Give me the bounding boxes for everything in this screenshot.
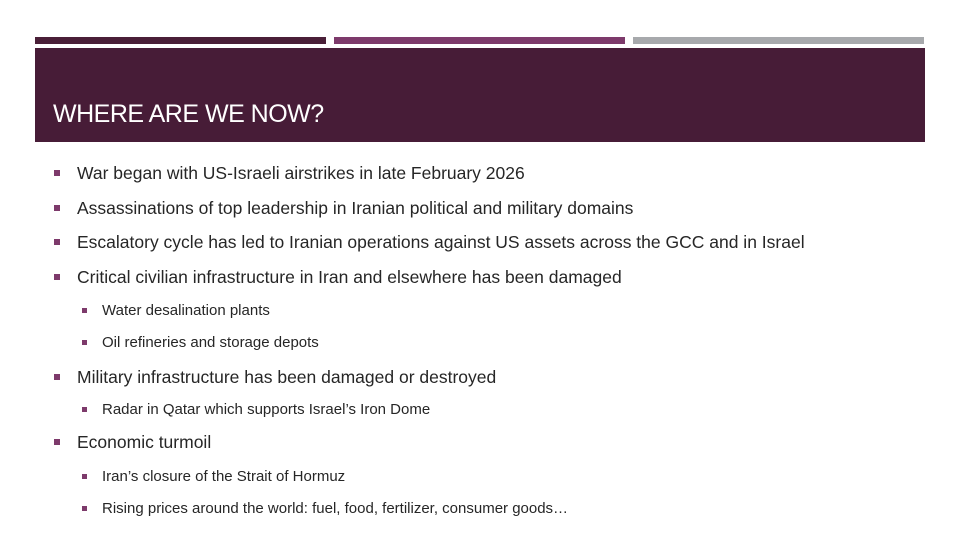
bullet-text: Iran’s closure of the Strait of Hormuz (102, 467, 346, 485)
bullet-text: Escalatory cycle has led to Iranian operations against US assets across the GCC and in Israel (77, 231, 805, 252)
bullet-marker-icon (54, 274, 60, 280)
bullet-marker-icon (82, 308, 87, 313)
bullet-marker-icon (54, 439, 60, 445)
bullet-text: Water desalination plants (102, 301, 270, 319)
bullet-text: Economic turmoil (77, 431, 212, 452)
bullet-text: Critical civilian infrastructure in Iran and elsewhere has been damaged (77, 266, 622, 287)
sub-bullet-item (0, 298, 270, 322)
bullet-item (0, 365, 496, 389)
bullet-item (0, 161, 525, 185)
bullet-text: Radar in Qatar which supports Israel’s Iron Dome (102, 400, 431, 418)
bullet-marker-icon (82, 506, 87, 511)
bullet-marker-icon (54, 239, 60, 245)
sub-bullet-item (0, 330, 319, 354)
bullet-item (0, 230, 805, 254)
bullet-marker-icon (54, 205, 60, 211)
bullet-item (0, 265, 622, 289)
bullet-item (0, 196, 633, 220)
bullet-item (0, 430, 211, 454)
bullet-marker-icon (82, 407, 87, 412)
bullet-text: Assassinations of top leadership in Iranian political and military domains (77, 197, 634, 218)
bullet-text: Military infrastructure has been damaged or destroyed (77, 366, 497, 387)
bullet-text: Rising prices around the world: fuel, food, fertilizer, consumer goods… (102, 499, 569, 517)
sub-bullet-item (0, 496, 568, 520)
bullet-marker-icon (54, 170, 60, 176)
bullet-text: War began with US-Israeli airstrikes in late February 2026 (77, 162, 525, 183)
bullet-text: Oil refineries and storage depots (102, 333, 319, 351)
bullet-marker-icon (54, 374, 60, 380)
sub-bullet-item (0, 464, 345, 488)
bullet-marker-icon (82, 340, 87, 345)
bullet-marker-icon (82, 474, 87, 479)
slide-title: WHERE ARE WE NOW? (53, 100, 324, 128)
sub-bullet-item (0, 397, 430, 421)
